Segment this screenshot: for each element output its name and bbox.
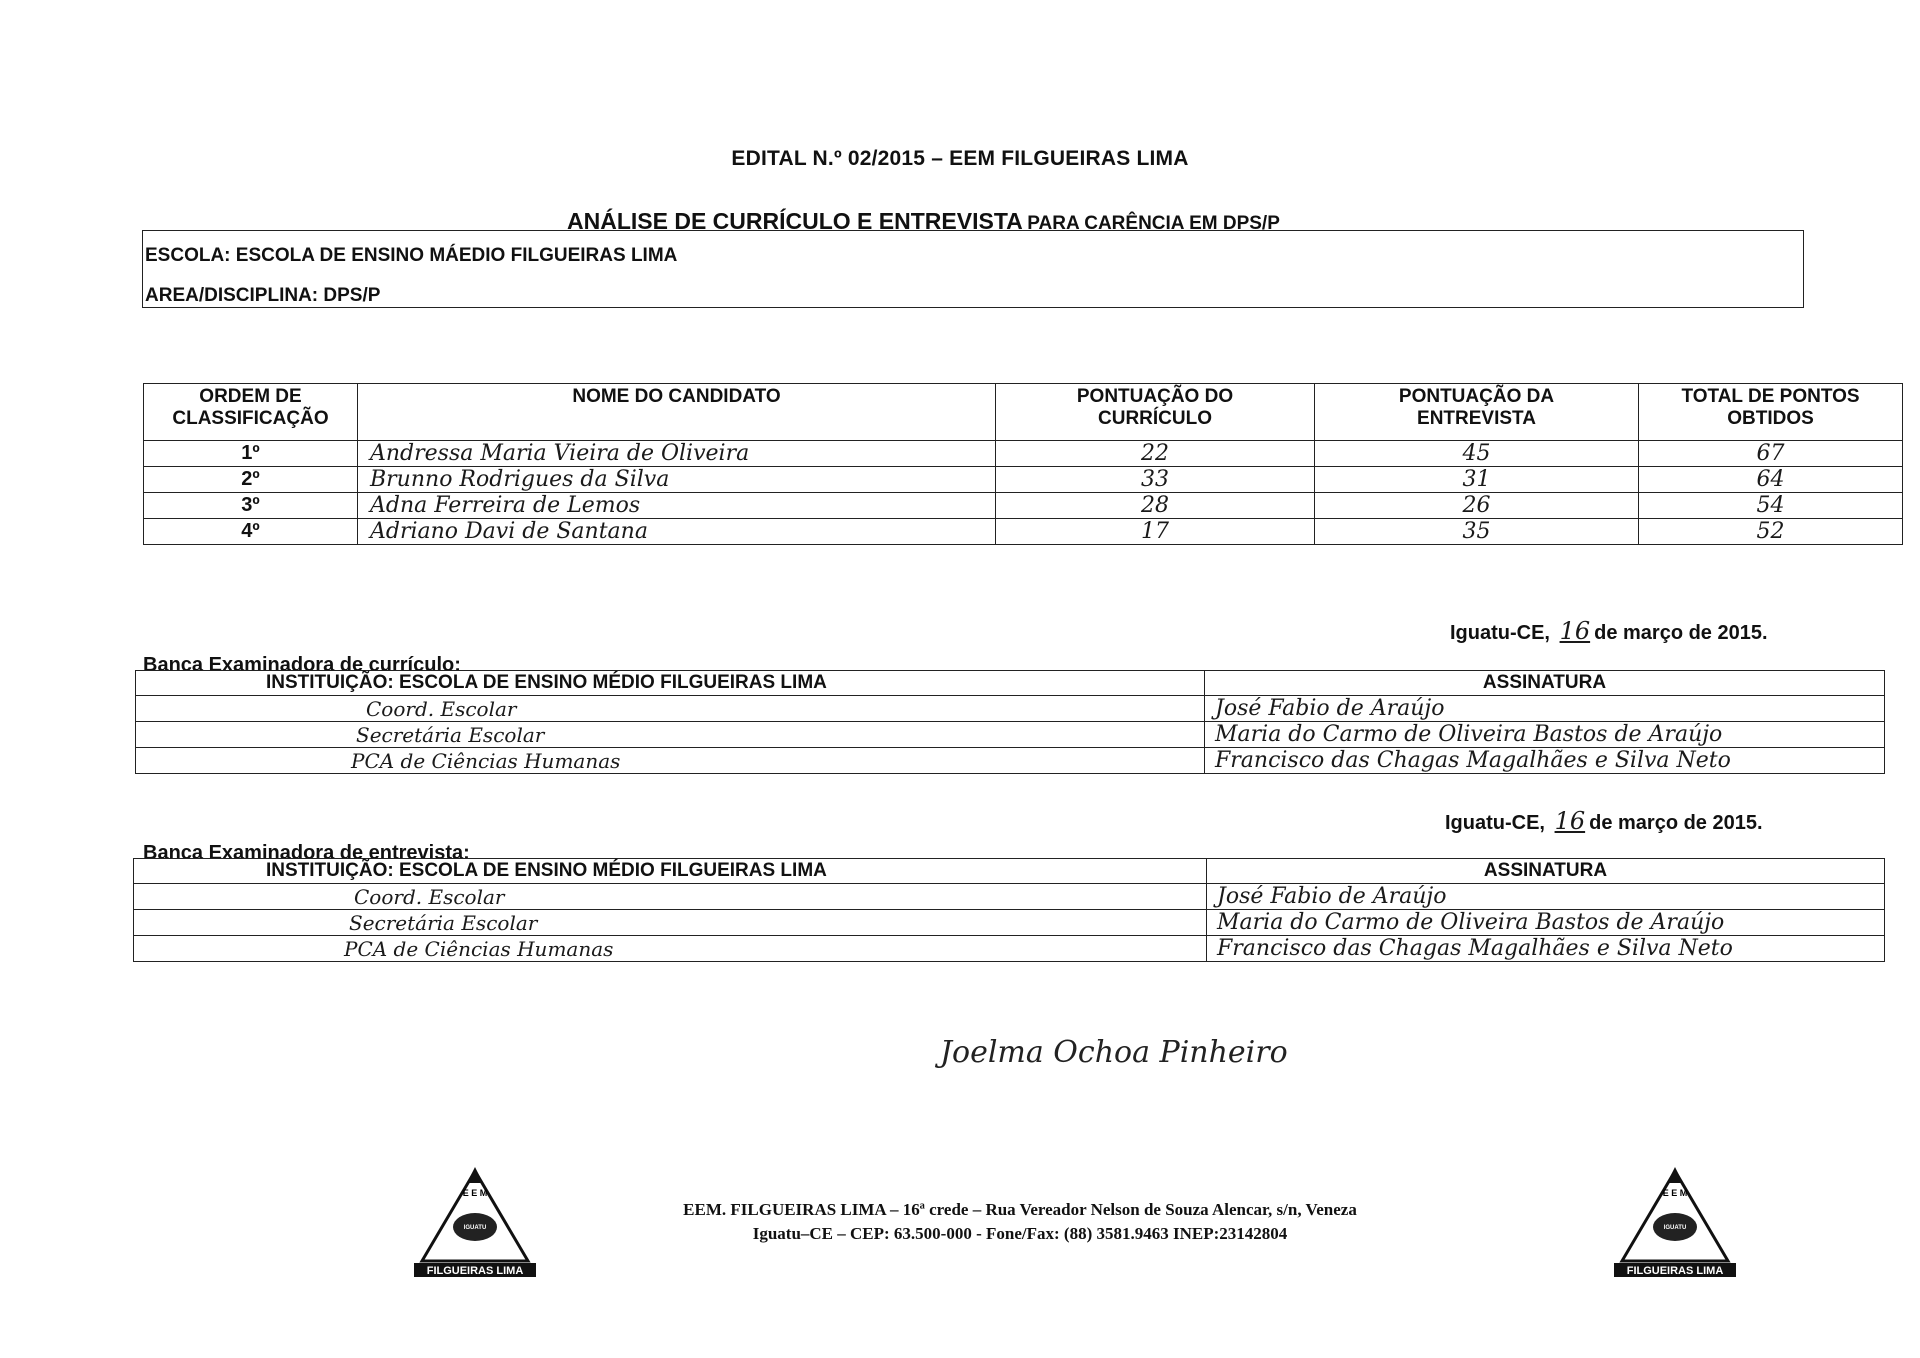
table-row [136, 696, 1885, 722]
subtitle-main: ANÁLISE DE CURRÍCULO E ENTREVISTA [567, 208, 1023, 234]
entrevista-cell: 26 [1315, 493, 1639, 519]
entrevista-cell: 31 [1315, 467, 1639, 493]
table-row [134, 884, 1885, 910]
nome-cell: Adriano Davi de Santana [358, 519, 996, 545]
date-day: 16 [1554, 807, 1586, 835]
logo-top-text: E E M [1662, 1188, 1688, 1198]
final-signature: Joelma Ochoa Pinheiro [940, 1035, 1288, 1070]
instituicao-cell: Coord. Escolar [136, 696, 1205, 722]
document-title: EDITAL N.º 02/2015 – EEM FILGUEIRAS LIMA [731, 147, 1189, 170]
table-row [144, 493, 1903, 519]
nome-cell: Andressa Maria Vieira de Oliveira [358, 441, 996, 467]
header-ordem: ORDEM DE CLASSIFICAÇÃO [144, 384, 358, 441]
curriculo-cell: 33 [996, 467, 1315, 493]
footer-line1: EEM. FILGUEIRAS LIMA – 16ª crede – Rua Vereador Nelson de Souza Alencar, s/n, Veneza [683, 1200, 1357, 1219]
ordem-cell: 4º [144, 519, 358, 545]
curriculo-cell: 22 [996, 441, 1315, 467]
total-cell: 52 [1639, 519, 1903, 545]
area-disciplina-label: AREA/DISCIPLINA: DPS/P [145, 285, 381, 306]
subtitle-tail: PARA CARÊNCIA EM DPS/P [1027, 213, 1280, 234]
table-row [136, 748, 1885, 774]
instituicao-cell: Coord. Escolar [134, 884, 1207, 910]
header-instituicao: INSTITUIÇÃO: ESCOLA DE ENSINO MÉDIO FILGUEIRAS LIMA [136, 671, 1205, 696]
header-entrevista: PONTUAÇÃO DA ENTREVISTA [1315, 384, 1639, 441]
signature-cell: Maria do Carmo de Oliveira Bastos de Araújo [1207, 910, 1885, 936]
signature-cell: Maria do Carmo de Oliveira Bastos de Araújo [1205, 722, 1885, 748]
header-instituicao: INSTITUIÇÃO: ESCOLA DE ENSINO MÉDIO FILGUEIRAS LIMA [134, 859, 1207, 884]
header-assinatura: ASSINATURA [1205, 671, 1885, 696]
banca-entrevista-table [133, 858, 1885, 962]
school-logo-right [1612, 1165, 1738, 1280]
ranking-table [143, 383, 1903, 545]
table-row [134, 936, 1885, 962]
logo-band-text: FILGUEIRAS LIMA [1626, 1265, 1724, 1277]
nome-cell: Brunno Rodrigues da Silva [358, 467, 996, 493]
banca-entrevista-label: Banca Examinadora de entrevista: [143, 842, 470, 864]
total-cell: 67 [1639, 441, 1903, 467]
logo-top-text: E E M [462, 1188, 488, 1198]
header-nome: NOME DO CANDIDATO [358, 384, 996, 441]
table-row [144, 441, 1903, 467]
footer-line2: Iguatu–CE – CEP: 63.500-000 - Fone/Fax: (88) 3581.9463 INEP:23142804 [752, 1224, 1288, 1243]
banca-curriculo-table [135, 670, 1885, 774]
entrevista-cell: 35 [1315, 519, 1639, 545]
instituicao-cell: PCA de Ciências Humanas [136, 748, 1205, 774]
logo-band-text: FILGUEIRAS LIMA [426, 1265, 524, 1277]
signature-cell: José Fabio de Araújo [1207, 884, 1885, 910]
curriculo-cell: 17 [996, 519, 1315, 545]
date-curriculo: Iguatu-CE, 16 de março de 2015. [1450, 617, 1768, 645]
school-info-box [142, 230, 1804, 308]
instituicao-cell: PCA de Ciências Humanas [134, 936, 1207, 962]
footer-address [560, 1198, 1480, 1246]
logo-badge-text: IGUATU [1663, 1225, 1687, 1231]
instituicao-cell: Secretária Escolar [134, 910, 1207, 936]
banca-header-row [134, 859, 1885, 884]
total-cell: 64 [1639, 467, 1903, 493]
banca-curriculo-label: Banca Examinadora de currículo: [143, 654, 461, 676]
logo-badge-text: IGUATU [463, 1225, 487, 1231]
table-row [136, 722, 1885, 748]
date-day: 16 [1559, 617, 1591, 645]
ordem-cell: 1º [144, 441, 358, 467]
ordem-cell: 3º [144, 493, 358, 519]
header-total: TOTAL DE PONTOS OBTIDOS [1639, 384, 1903, 441]
instituicao-cell: Secretária Escolar [136, 722, 1205, 748]
school-logo-left [412, 1165, 538, 1280]
table-row [144, 467, 1903, 493]
ordem-cell: 2º [144, 467, 358, 493]
triangle-logo-icon [1612, 1165, 1738, 1280]
banca-header-row [136, 671, 1885, 696]
total-cell: 54 [1639, 493, 1903, 519]
header-assinatura: ASSINATURA [1207, 859, 1885, 884]
nome-cell: Adna Ferreira de Lemos [358, 493, 996, 519]
entrevista-cell: 45 [1315, 441, 1639, 467]
signature-cell: Francisco das Chagas Magalhães e Silva Neto [1207, 936, 1885, 962]
ranking-header-row [144, 384, 1903, 441]
signature-cell: Francisco das Chagas Magalhães e Silva Neto [1205, 748, 1885, 774]
date-entrevista: Iguatu-CE, 16 de março de 2015. [1445, 807, 1763, 835]
header-curriculo: PONTUAÇÃO DO CURRÍCULO [996, 384, 1315, 441]
table-row [144, 519, 1903, 545]
table-row [134, 910, 1885, 936]
escola-label: ESCOLA: ESCOLA DE ENSINO MÁEDIO FILGUEIRAS LIMA [145, 245, 678, 266]
curriculo-cell: 28 [996, 493, 1315, 519]
triangle-logo-icon [412, 1165, 538, 1280]
signature-cell: José Fabio de Araújo [1205, 696, 1885, 722]
